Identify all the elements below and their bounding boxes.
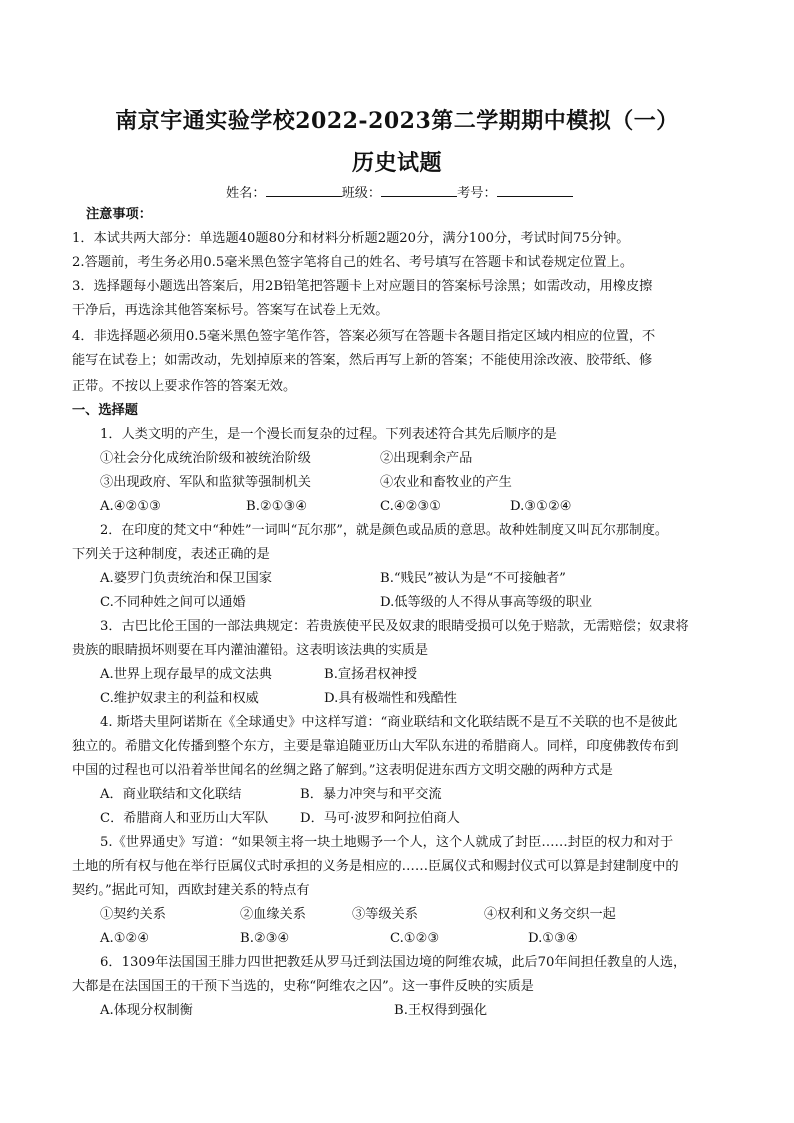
q4-stem-2: 独立的。希腊文化传播到整个东方，主要是靠追随亚历山大军队东进的希腊商人。同样，印度佛教传布到 [72,739,679,754]
exam-subtitle: 历史试题 [351,150,442,176]
q4-stem-1: 4. 斯塔夫里阿诺斯在《全球通史》中这样写道：“商业联结和文化联结既不是互不关联的也不是彼此 [100,715,678,730]
note-line-1: 1．本试共两大部分：单选题40题80分和材料分析题2题20分，满分100分，考试时间75分钟。 [72,231,630,246]
q1-item-2: ②出现剩余产品 [380,451,473,466]
q5-option-c[interactable]: C.①②③ [390,931,440,946]
q2-option-c[interactable]: C.不同种姓之间可以通婚 [100,595,246,610]
note-line-7: 正带。不按以上要求作答的答案无效。 [72,379,297,394]
q2-option-a[interactable]: A.婆罗门负责统治和保卫国家 [100,571,272,586]
q5-item-1: ①契约关系 [100,907,166,922]
q5-option-d[interactable]: D.①③④ [528,931,578,946]
note-line-5: 4．非选择题必须用0.5毫米黑色签字笔作答，答案必须写在答题卡各题目指定区域内相应的位置，不 [72,329,656,344]
section-heading: 一、选择题 [72,403,138,418]
q4-option-c[interactable]: C．希腊商人和亚历山大军队 [100,811,269,826]
q1-option-a[interactable]: A.④②①③ [100,499,162,514]
exam-title: 南京宇通实验学校2022-2023第二学期期中模拟（一） [115,108,679,134]
q5-stem-2: 土地的所有权与他在举行臣属仪式时承担的义务是相应的……臣属仪式和赐封仪式可以算是封建制度中的 [72,859,679,874]
q5-stem-3: 契约。”据此可知，西欧封建关系的特点有 [72,883,310,898]
q5-item-4: ④权利和义务交织一起 [484,907,616,922]
q6-stem-2: 大都是在法国国王的干预下当选的，史称“阿维农之囚”。这一事件反映的实质是 [72,979,534,994]
class-blank [381,184,457,197]
q1-item-1: ①社会分化成统治阶级和被统治阶级 [100,451,311,466]
q5-item-2: ②血缘关系 [240,907,306,922]
q3-option-b[interactable]: B.宣扬君权神授 [324,667,418,682]
note-line-4: 干净后，再选涂其他答案标号。答案写在试卷上无效。 [72,303,389,318]
q4-option-a[interactable]: A．商业联结和文化联结 [100,787,242,802]
q5-option-a[interactable]: A.①②④ [100,931,150,946]
q3-option-a[interactable]: A.世界上现存最早的成文法典 [100,667,272,682]
q6-option-a[interactable]: A.体现分权制衡 [100,1003,193,1018]
number-label: 考号： [457,186,497,201]
student-info-row [226,184,573,203]
q1-item-3: ③出现政府、军队和监狱等强制机关 [100,475,311,490]
q1-option-d[interactable]: D.③①②④ [510,499,572,514]
q3-option-d[interactable]: D.具有极端性和残酷性 [324,691,457,706]
q6-option-b[interactable]: B.王权得到强化 [394,1003,488,1018]
q2-stem-1: 2．在印度的梵文中“种姓”一词叫“瓦尔那”，就是颜色或品质的意思。故种姓制度又叫瓦尔那制度。 [100,523,668,538]
note-line-2: 2.答题前，考生务必用0.5毫米黑色签字笔将自己的姓名、考号填写在答题卡和试卷规定位置上。 [72,255,634,270]
q1-item-4: ④农业和畜牧业的产生 [380,475,512,490]
q1-stem: 1．人类文明的产生，是一个漫长而复杂的过程。下列表述符合其先后顺序的是 [100,427,557,442]
q2-stem-2: 下列关于这种制度，表述正确的是 [72,547,270,562]
note-line-6: 能写在试卷上；如需改动，先划掉原来的答案，然后再写上新的答案；不能使用涂改液、胶带纸、修 [72,353,653,368]
q2-option-b[interactable]: B.“贱民”被认为是“不可接触者” [380,571,566,586]
q3-stem-2: 贵族的眼睛损坏则要在耳内灌油灌铅。这表明该法典的实质是 [72,643,429,658]
q5-stem-1: 5.《世界通史》写道：“如果领主将一块土地赐予一个人，这个人就成了封臣……封臣的权力和对于 [100,835,674,850]
name-label: 姓名： [226,186,266,201]
q5-option-b[interactable]: B.②③④ [240,931,290,946]
q4-option-b[interactable]: B．暴力冲突与和平交流 [300,787,442,802]
q6-stem-1: 6．1309年法国国王腓力四世把教廷从罗马迁到法国边境的阿维农城，此后70年间担任教皇的人选， [100,955,687,970]
q3-option-c[interactable]: C.维护奴隶主的利益和权威 [100,691,259,706]
q2-option-d[interactable]: D.低等级的人不得从事高等级的职业 [380,595,593,610]
q4-option-d[interactable]: D．马可·波罗和阿拉伯商人 [300,811,460,826]
q1-option-b[interactable]: B.②①③④ [246,499,308,514]
q5-item-3: ③等级关系 [352,907,418,922]
name-blank [266,184,342,197]
class-label: 班级： [341,186,382,201]
number-blank [497,184,573,197]
q3-stem-1: 3．古巴比伦王国的一部法典规定：若贵族使平民及奴隶的眼睛受损可以免于赔款，无需赔偿；奴隶将 [100,619,689,634]
notes-heading: 注意事项： [86,207,152,222]
note-line-3: 3．选择题每小题选出答案后，用2B铅笔把答题卡上对应题目的答案标号涂黑；如需改动，用橡皮擦 [72,279,653,294]
q4-stem-3: 中国的过程也可以沿着举世闻名的丝绸之路了解到。”这表明促进东西方文明交融的两种方式是 [72,763,613,778]
q1-option-c[interactable]: C.④②③① [380,499,442,514]
